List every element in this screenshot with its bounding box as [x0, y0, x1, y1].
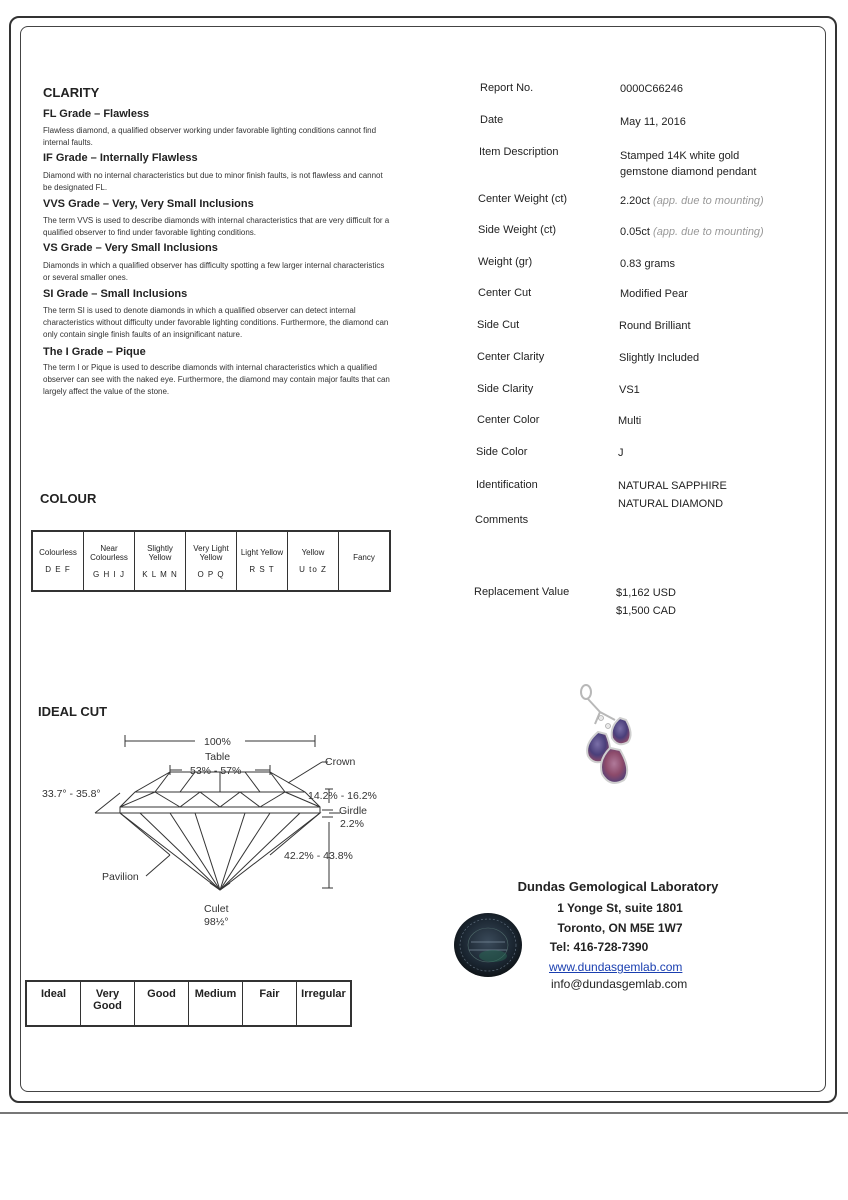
- ideal-cut-heading: IDEAL CUT: [38, 704, 108, 719]
- side-weight-value: 0.05ct: [620, 226, 650, 238]
- side-cut-label: Side Cut: [477, 319, 520, 331]
- clarity-heading: CLARITY: [43, 85, 100, 100]
- center-color-label: Center Color: [477, 414, 540, 426]
- lab-website-link[interactable]: www.dundasgemlab.com: [549, 960, 683, 974]
- colour-cell: [288, 531, 339, 591]
- report-no-value: 0000C66246: [620, 83, 684, 95]
- item-description-label: Item Description: [479, 146, 559, 158]
- cut-grade-cell: Very Good: [81, 981, 135, 1026]
- colour-cell-grade: G H I J: [93, 569, 125, 579]
- identification-label: Identification: [476, 479, 538, 491]
- center-color-value: Multi: [618, 415, 642, 427]
- clarity-grade-if-title: IF Grade – Internally Flawless: [43, 152, 198, 164]
- colour-cell: [339, 531, 391, 591]
- clarity-grade-vs-title: VS Grade – Very Small Inclusions: [43, 242, 218, 254]
- clarity-grade-si-title: SI Grade – Small Inclusions: [43, 288, 188, 300]
- colour-cell: [84, 531, 135, 591]
- clarity-grade-i-desc: The term I or Pique is used to describe diamonds with internal characteristics which a qualified observer can see with the naked eye. Furthermore, the diamond may contain major faults that can largely affect the value of the stone.: [43, 363, 390, 396]
- report-no-label: Report No.: [480, 82, 534, 94]
- pendant-photo: [570, 682, 670, 802]
- cut-grade-table: [25, 980, 352, 1027]
- center-weight-row: [620, 195, 764, 207]
- cut-grade-cell: Good: [135, 981, 189, 1026]
- label-girdle-value: 2.2%: [340, 818, 364, 830]
- side-color-value: J: [618, 447, 624, 459]
- lab-address-2: Toronto, ON M5E 1W7: [557, 921, 683, 935]
- center-clarity-label: Center Clarity: [477, 351, 545, 363]
- label-pavilion: Pavilion: [102, 871, 139, 883]
- colour-cell-name: Colourless: [39, 548, 77, 557]
- clarity-grade-si-desc: The term SI is used to denote diamonds in which a qualified observer can detect internal characteristics without difficulty under favorable lighting conditions. Furthermore, the diamond can only contain single finish faults of an insignificant nature.: [43, 306, 389, 339]
- comments-label: Comments: [475, 514, 529, 526]
- cut-grade-cell: Ideal: [26, 981, 81, 1026]
- lab-email[interactable]: info@dundasgemlab.com: [551, 977, 688, 991]
- clarity-grade-vvs-desc: The term VVS is used to describe diamonds with internal characteristics that are very difficult for a qualified observer to find under favorable lighting conditions.: [43, 216, 390, 237]
- gem-right: [612, 718, 631, 744]
- colour-scale-table: [31, 530, 391, 592]
- center-cut-value: Modified Pear: [620, 288, 688, 300]
- label-culet-value: 98½°: [204, 916, 229, 928]
- clarity-grade-if-desc: Diamond with no internal characteristics but due to minor finish faults, is not flawless and cannot be designated FL.: [43, 171, 383, 192]
- colour-cell-grade: U to Z: [299, 565, 327, 574]
- weight-gr-value: 0.83 grams: [620, 258, 676, 270]
- colour-cell-name: Near Colourless: [90, 543, 128, 562]
- item-description-value: Stamped 14K white gold gemstone diamond pendant: [620, 150, 757, 178]
- colour-cell: [186, 531, 237, 591]
- replacement-value-label: Replacement Value: [474, 586, 570, 598]
- colour-cell-name: Slightly Yellow: [147, 543, 173, 562]
- clarity-grade-vs-desc: Diamonds in which a qualified observer has difficulty spotting a few larger internal characteristics or several smaller ones.: [43, 261, 385, 282]
- label-table-range: 53% - 57%: [190, 765, 242, 777]
- colour-cell-grade: K L M N: [142, 569, 178, 579]
- lab-tel: Tel: 416-728-7390: [549, 940, 649, 954]
- colour-cell-grade: D E F: [45, 565, 71, 574]
- replacement-value-cad: $1,500 CAD: [616, 605, 676, 617]
- gem-bottom: [601, 748, 627, 783]
- lab-name: Dundas Gemological Laboratory: [517, 879, 719, 894]
- cut-grade-cell: Irregular: [297, 981, 352, 1026]
- label-girdle: Girdle: [339, 805, 368, 817]
- side-cut-value: Round Brilliant: [619, 320, 691, 332]
- label-crown: Crown: [325, 756, 356, 768]
- center-weight-note: (app. due to mounting): [653, 195, 764, 207]
- label-culet: Culet: [204, 903, 229, 915]
- clarity-grade-fl-title: FL Grade – Flawless: [43, 108, 150, 120]
- date-value: May 11, 2016: [620, 116, 686, 128]
- identification-value-2: NATURAL DIAMOND: [618, 498, 724, 510]
- cut-grade-cell: Medium: [189, 981, 243, 1026]
- ideal-cut-diagram: [30, 725, 410, 935]
- side-weight-note: (app. due to mounting): [653, 226, 764, 238]
- clarity-grade-i-title: The I Grade – Pique: [43, 346, 146, 358]
- label-crown-height: 14.2% - 16.2%: [308, 790, 377, 802]
- center-clarity-value: Slightly Included: [619, 352, 700, 364]
- side-clarity-label: Side Clarity: [477, 383, 534, 395]
- side-color-label: Side Color: [476, 446, 528, 458]
- page-bottom-rule: [0, 1112, 848, 1114]
- clarity-grade-vvs-title: VVS Grade – Very, Very Small Inclusions: [43, 198, 254, 210]
- colour-cell-name: Fancy: [353, 552, 375, 562]
- lab-address-1: 1 Yonge St, suite 1801: [557, 901, 683, 915]
- label-width: 100%: [204, 736, 231, 748]
- weight-gr-label: Weight (gr): [478, 256, 533, 268]
- side-diamond: [599, 716, 604, 721]
- side-weight-label: Side Weight (ct): [478, 224, 557, 236]
- side-clarity-value: VS1: [619, 384, 640, 396]
- center-cut-label: Center Cut: [478, 287, 532, 299]
- clarity-grade-fl-desc: Flawless diamond, a qualified observer working under favorable lighting conditions cannot find internal faults.: [43, 126, 377, 147]
- colour-cell: [135, 531, 186, 591]
- label-table: Table: [205, 751, 231, 763]
- colour-cell-name: Light Yellow: [240, 548, 284, 557]
- side-weight-row: [620, 226, 764, 238]
- colour-cell-grade: O P Q: [197, 569, 225, 579]
- colour-cell: [237, 531, 288, 591]
- side-diamond: [606, 724, 611, 729]
- colour-cell: [32, 531, 84, 591]
- center-weight-label: Center Weight (ct): [478, 193, 568, 205]
- label-pavilion-depth: 42.2% - 43.8%: [284, 850, 353, 862]
- colour-heading: COLOUR: [40, 491, 97, 506]
- label-crown-angle: 33.7° - 35.8°: [42, 788, 101, 800]
- colour-cell-name: Very Light Yellow: [193, 543, 229, 562]
- colour-cell-grade: R S T: [249, 565, 275, 574]
- replacement-value-usd: $1,162 USD: [616, 587, 676, 599]
- center-weight-value: 2.20ct: [620, 195, 650, 207]
- date-label: Date: [480, 114, 504, 126]
- identification-value-1: NATURAL SAPPHIRE: [618, 480, 727, 492]
- colour-cell-name: Yellow: [301, 548, 325, 557]
- cut-grade-cell: Fair: [243, 981, 297, 1026]
